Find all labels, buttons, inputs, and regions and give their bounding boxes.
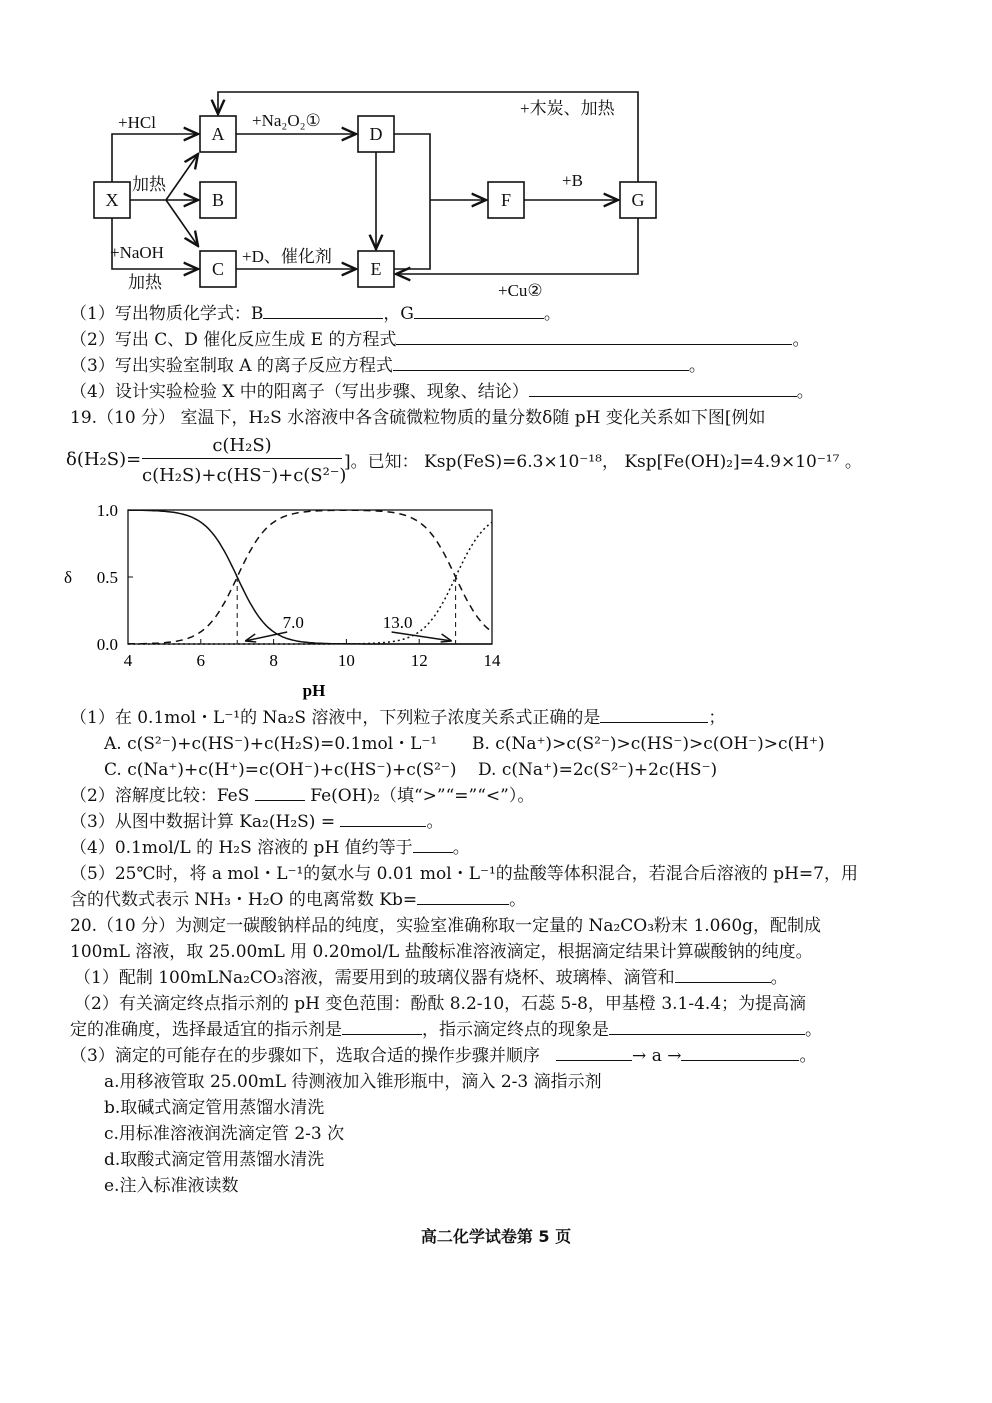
label-heat1: 加热: [132, 175, 166, 194]
q18-part1: （1）写出物质化学式：B ，G 。: [70, 304, 561, 324]
x-axis-label: pH: [302, 681, 326, 700]
q20-part3: （3）滴定的可能存在的步骤如下，选取合适的操作步骤并顺序 → a → 。: [70, 1046, 817, 1066]
answer-blank-q20-indicator[interactable]: [342, 1018, 422, 1035]
answer-blank-q18-4[interactable]: [529, 380, 797, 397]
answer-blank-g[interactable]: [414, 302, 544, 319]
q19-option-c: C. c(Na⁺)+c(H⁺)=c(OH⁻)+c(HS⁻)+c(S²⁻): [104, 760, 457, 780]
series-line-2: [128, 510, 492, 644]
x-tick-label: 14: [483, 651, 501, 670]
q19-part5-cont: 含的代数式表示 NH₃・H₂O 的电离常数 Kb= 。: [70, 890, 527, 910]
page-footer: 高二化学试卷第 5 页: [420, 1227, 572, 1246]
q19-part2: （2）溶解度比较：FeS Fe(OH)₂（填“>”“=”“<”）。: [70, 786, 535, 806]
label-cu: +Cu②: [498, 281, 543, 296]
answer-blank-q18-2[interactable]: [396, 328, 792, 345]
answer-blank-q20-step1[interactable]: [556, 1044, 632, 1061]
answer-blank-q19-2[interactable]: [255, 784, 305, 801]
answer-blank-q20-endpoint[interactable]: [609, 1018, 805, 1035]
box-x-label: X: [105, 190, 119, 210]
box-d-label: D: [369, 124, 383, 144]
label-naoh: +NaOH: [110, 243, 164, 262]
answer-blank-q19-4[interactable]: [413, 836, 453, 853]
box-a-label: A: [211, 124, 225, 144]
q19-part4: （4）0.1mol/L 的 H₂S 溶液的 pH 值约等于 。: [70, 838, 470, 858]
q18-part4: （4）设计实验检验 X 中的阳离子（写出步骤、现象、结论） 。: [70, 382, 814, 402]
answer-blank-q19-1[interactable]: [600, 706, 708, 723]
x-tick-label: 10: [337, 651, 355, 670]
q19-title: 19.（10 分） 室温下，H₂S 水溶液中各含硫微粒物质的量分数δ随 pH 变化关系如下图[例如: [70, 408, 766, 428]
y-axis-label: δ: [64, 568, 73, 587]
q20-step-b: b.取碱式滴定管用蒸馏水清洗: [104, 1098, 325, 1118]
series-line-1: [128, 510, 492, 644]
annotation-arrowhead: [441, 634, 452, 642]
q18-part2: （2）写出 C、D 催化反应生成 E 的方程式 。: [70, 330, 810, 350]
box-f-label: F: [500, 190, 512, 210]
q19-part5: （5）25℃时，将 a mol・L⁻¹的氨水与 0.01 mol・L⁻¹的盐酸等体积混合，若混合后溶液的 pH=7，用: [70, 864, 858, 884]
answer-blank-q20-steps[interactable]: [681, 1044, 799, 1061]
q19-known-values: ]。已知： Ksp(FeS)=6.3×10⁻¹⁸， Ksp[Fe(OH)₂]=4.9×10⁻¹⁷ 。: [344, 452, 862, 472]
y-tick-label: 1.0: [96, 501, 118, 520]
series-line-3: [128, 522, 492, 644]
annotation-arrowhead: [245, 634, 256, 642]
box-e-label: E: [370, 259, 382, 279]
plot-frame: [128, 510, 492, 644]
fraction-numerator: c(H₂S): [142, 434, 342, 459]
answer-blank-q19-5[interactable]: [417, 888, 509, 905]
reaction-flow-diagram: [80, 86, 660, 296]
answer-blank-b[interactable]: [263, 302, 383, 319]
species-fraction-chart: [60, 494, 510, 704]
answer-blank-q20-1[interactable]: [675, 966, 771, 983]
box-c-label: C: [211, 259, 225, 279]
q20-part1: （1）配制 100mLNa₂CO₃溶液，需要用到的玻璃仪器有烧杯、玻璃棒、滴管和 。: [74, 968, 788, 988]
q20-title-cont: 100mL 溶液，取 25.00mL 用 0.20mol/L 盐酸标准溶液滴定，根据滴定结果计算碳酸钠的纯度。: [70, 942, 813, 962]
q20-step-e: e.注入标准液读数: [104, 1176, 239, 1196]
q19-option-b: B. c(Na⁺)>c(S²⁻)>c(HS⁻)>c(OH⁻)>c(H⁺): [472, 734, 825, 754]
q20-title: 20.（10 分）为测定一碳酸钠样品的纯度，实验室准确称取一定量的 Na₂CO₃粉末 1.060g，配制成: [70, 916, 822, 936]
label-na2o2: +Na₂O₂①: [252, 111, 321, 130]
answer-blank-q19-3[interactable]: [340, 810, 426, 827]
box-g-label: G: [631, 190, 645, 210]
y-tick-label: 0.0: [96, 635, 118, 654]
q19-part3: （3）从图中数据计算 Ka₂(H₂S) = 。: [70, 812, 444, 832]
annotation-arrow: [392, 632, 452, 641]
annotation-label: 13.0: [382, 613, 413, 632]
label-heat2: 加热: [128, 273, 162, 292]
q20-part2-cont: 定的准确度，选择最适宜的指示剂是 ，指示滴定终点的现象是 。: [70, 1020, 822, 1040]
q19-option-a: A. c(S²⁻)+c(HS⁻)+c(H₂S)=0.1mol・L⁻¹: [104, 734, 438, 754]
fraction-denominator: c(H₂S)+c(HS⁻)+c(S²⁻): [142, 465, 347, 486]
x-tick-label: 12: [410, 651, 428, 670]
label-catalyst: +D、催化剂: [242, 247, 332, 266]
q20-step-c: c.用标准溶液润洗滴定管 2-3 次: [104, 1124, 345, 1144]
q19-part1: （1）在 0.1mol・L⁻¹的 Na₂S 溶液中，下列粒子浓度关系式正确的是 ；: [70, 708, 726, 728]
label-plus-b: +B: [562, 171, 583, 190]
q18-part3: （3）写出实验室制取 A 的离子反应方程式 。: [70, 356, 706, 376]
q19-delta-left: δ(H₂S)=: [66, 449, 142, 470]
q20-step-a: a.用移液管取 25.00mL 待测液加入锥形瓶中，滴入 2-3 滴指示剂: [104, 1072, 602, 1092]
x-tick-label: 8: [269, 651, 278, 670]
q19-option-d: D. c(Na⁺)=2c(S²⁻)+2c(HS⁻): [478, 760, 718, 780]
x-tick-label: 4: [123, 651, 133, 670]
box-b-label: B: [211, 190, 225, 210]
label-hcl: +HCl: [118, 113, 156, 132]
answer-blank-q18-3[interactable]: [393, 354, 689, 371]
annotation-label: 7.0: [282, 613, 304, 632]
x-tick-label: 6: [196, 651, 206, 670]
label-charcoal: +木炭、加热: [520, 99, 615, 118]
y-tick-label: 0.5: [96, 568, 118, 587]
q20-part2: （2）有关滴定终点指示剂的 pH 变色范围：酚酞 8.2-10，石蕊 5-8，甲基橙 3.1-4.4；为提高滴: [74, 994, 807, 1014]
q20-step-d: d.取酸式滴定管用蒸馏水清洗: [104, 1150, 325, 1170]
